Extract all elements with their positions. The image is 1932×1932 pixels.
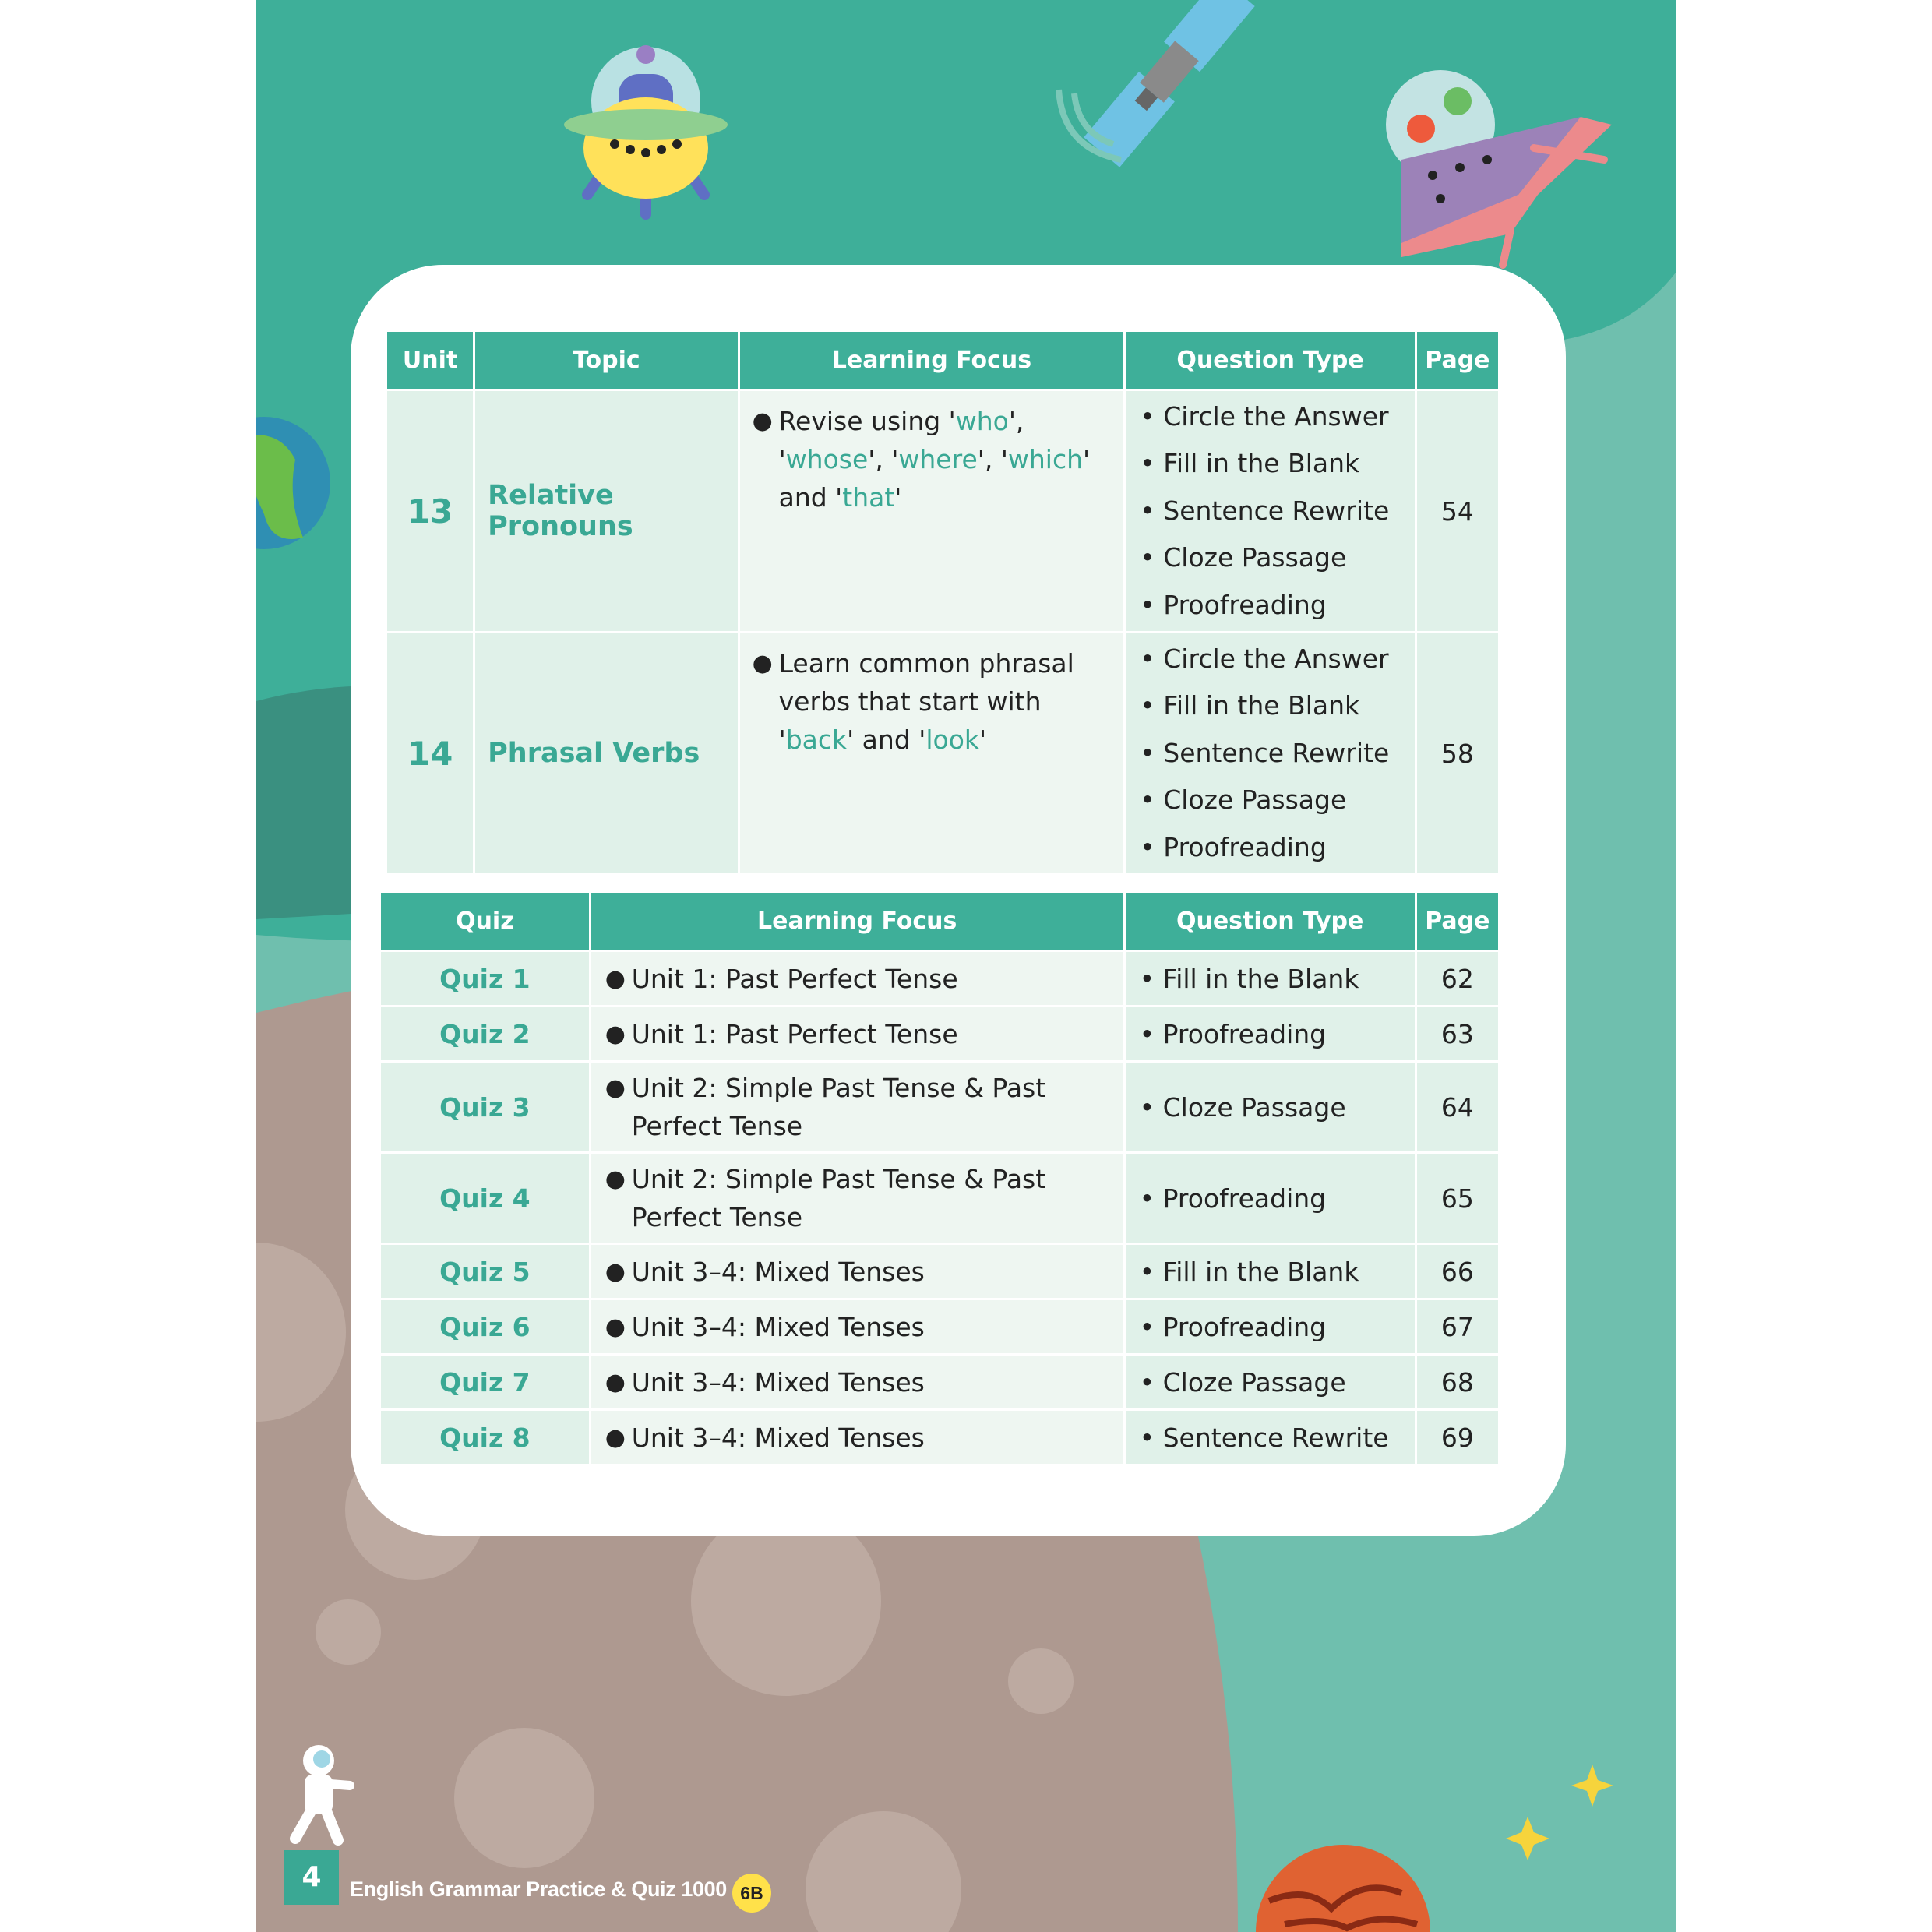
table-row <box>387 391 1498 631</box>
quiz-name: Quiz 4 <box>381 1154 589 1243</box>
question-type: • Fill in the Blank <box>1126 952 1415 1005</box>
learning-focus <box>740 633 1124 873</box>
question-type-item: • Sentence Rewrite <box>1140 730 1415 777</box>
table-row <box>387 633 1498 873</box>
question-type-item: • Circle the Answer <box>1140 636 1415 683</box>
question-type-item: • Proofreading <box>1140 582 1415 629</box>
question-type-item: • Proofreading <box>1140 824 1415 872</box>
table-row <box>381 1411 1498 1464</box>
bullet-icon: ● <box>605 1020 626 1048</box>
quiz-name: Quiz 6 <box>381 1300 589 1353</box>
learning-focus: ● Unit 2: Simple Past Tense & Past Perfect Tense <box>591 1063 1123 1151</box>
bullet-icon: ● <box>605 1074 626 1102</box>
bullet-icon: ● <box>752 650 773 677</box>
question-type-item: • Fill in the Blank <box>1140 440 1415 488</box>
question-type-item: • Cloze Passage <box>1140 534 1415 582</box>
learning-focus: ● Unit 3–4: Mixed Tenses <box>591 1411 1123 1464</box>
book-title: English Grammar Practice & Quiz 1000 <box>350 1877 727 1901</box>
table-row <box>381 1007 1498 1060</box>
learning-focus <box>740 391 1124 631</box>
table-row <box>381 952 1498 1005</box>
learning-focus: ● Unit 3–4: Mixed Tenses <box>591 1356 1123 1408</box>
quiz-name: Quiz 8 <box>381 1411 589 1464</box>
page-number: 67 <box>1417 1300 1498 1353</box>
quiz-name: Quiz 2 <box>381 1007 589 1060</box>
learning-focus-text: Learn common phrasal verbs that start with 'back' and 'look' <box>778 648 1074 755</box>
bullet-icon: ● <box>605 964 626 992</box>
page-header: Page <box>1417 332 1498 389</box>
quiz-table <box>379 890 1500 1466</box>
learning-focus: ● Unit 1: Past Perfect Tense <box>591 952 1123 1005</box>
bullet-icon: ● <box>605 1368 626 1396</box>
learning-focus: ● Unit 3–4: Mixed Tenses <box>591 1245 1123 1298</box>
learning-focus: ● Unit 3–4: Mixed Tenses <box>591 1300 1123 1353</box>
bullet-icon: ● <box>605 1423 626 1451</box>
bullet-icon: ● <box>605 1257 626 1285</box>
question-type: • Cloze Passage <box>1126 1063 1415 1151</box>
quiz-header-row <box>381 893 1498 950</box>
question-type-header: Question Type <box>1126 332 1415 389</box>
page-header: Page <box>1417 893 1498 950</box>
bullet-icon: ● <box>752 407 773 435</box>
table-row <box>381 1300 1498 1353</box>
learning-focus-header: Learning Focus <box>740 332 1124 389</box>
question-type-item: • Cloze Passage <box>1140 777 1415 824</box>
page-number: 66 <box>1417 1245 1498 1298</box>
page-number: 69 <box>1417 1411 1498 1464</box>
quiz-name: Quiz 7 <box>381 1356 589 1408</box>
question-type-header: Question Type <box>1126 893 1415 950</box>
quiz-name: Quiz 5 <box>381 1245 589 1298</box>
question-type-item: • Sentence Rewrite <box>1140 488 1415 535</box>
question-type: • Proofreading <box>1126 1300 1415 1353</box>
question-type: • Proofreading <box>1126 1007 1415 1060</box>
page-number: 64 <box>1417 1063 1498 1151</box>
learning-focus-text: Revise using 'who', 'whose', 'where', 'which' and 'that' <box>778 406 1091 513</box>
page-number: 58 <box>1417 633 1498 873</box>
page-number: 65 <box>1417 1154 1498 1243</box>
quiz-name: Quiz 1 <box>381 952 589 1005</box>
question-type: • Proofreading <box>1126 1154 1415 1243</box>
topic-header: Topic <box>475 332 737 389</box>
topic-name: Relative Pronouns <box>475 391 737 631</box>
unit-number: 13 <box>387 391 473 631</box>
page-number-badge: 4 <box>284 1850 339 1905</box>
bullet-icon: ● <box>605 1313 626 1341</box>
table-row <box>381 1245 1498 1298</box>
page-number: 63 <box>1417 1007 1498 1060</box>
quiz-header: Quiz <box>381 893 589 950</box>
units-header-row <box>387 332 1498 389</box>
question-type-item: • Circle the Answer <box>1140 393 1415 441</box>
learning-focus: ● Unit 1: Past Perfect Tense <box>591 1007 1123 1060</box>
question-type-item: • Fill in the Blank <box>1140 682 1415 730</box>
level-badge: 6B <box>732 1874 771 1913</box>
table-row <box>381 1063 1498 1151</box>
unit-number: 14 <box>387 633 473 873</box>
page-number: 54 <box>1417 391 1498 631</box>
unit-header: Unit <box>387 332 473 389</box>
question-type: • Cloze Passage <box>1126 1356 1415 1408</box>
bullet-icon: ● <box>605 1165 626 1193</box>
question-types <box>1126 391 1415 631</box>
question-type: • Fill in the Blank <box>1126 1245 1415 1298</box>
page-number: 62 <box>1417 952 1498 1005</box>
units-table <box>385 330 1500 876</box>
content-card <box>351 265 1566 1536</box>
page-number: 68 <box>1417 1356 1498 1408</box>
quiz-name: Quiz 3 <box>381 1063 589 1151</box>
question-types <box>1126 633 1415 873</box>
table-row <box>381 1154 1498 1243</box>
table-row <box>381 1356 1498 1408</box>
question-type: • Sentence Rewrite <box>1126 1411 1415 1464</box>
topic-name: Phrasal Verbs <box>475 633 737 873</box>
learning-focus: ● Unit 2: Simple Past Tense & Past Perfect Tense <box>591 1154 1123 1243</box>
learning-focus-header: Learning Focus <box>591 893 1123 950</box>
book-page <box>256 0 1676 1932</box>
